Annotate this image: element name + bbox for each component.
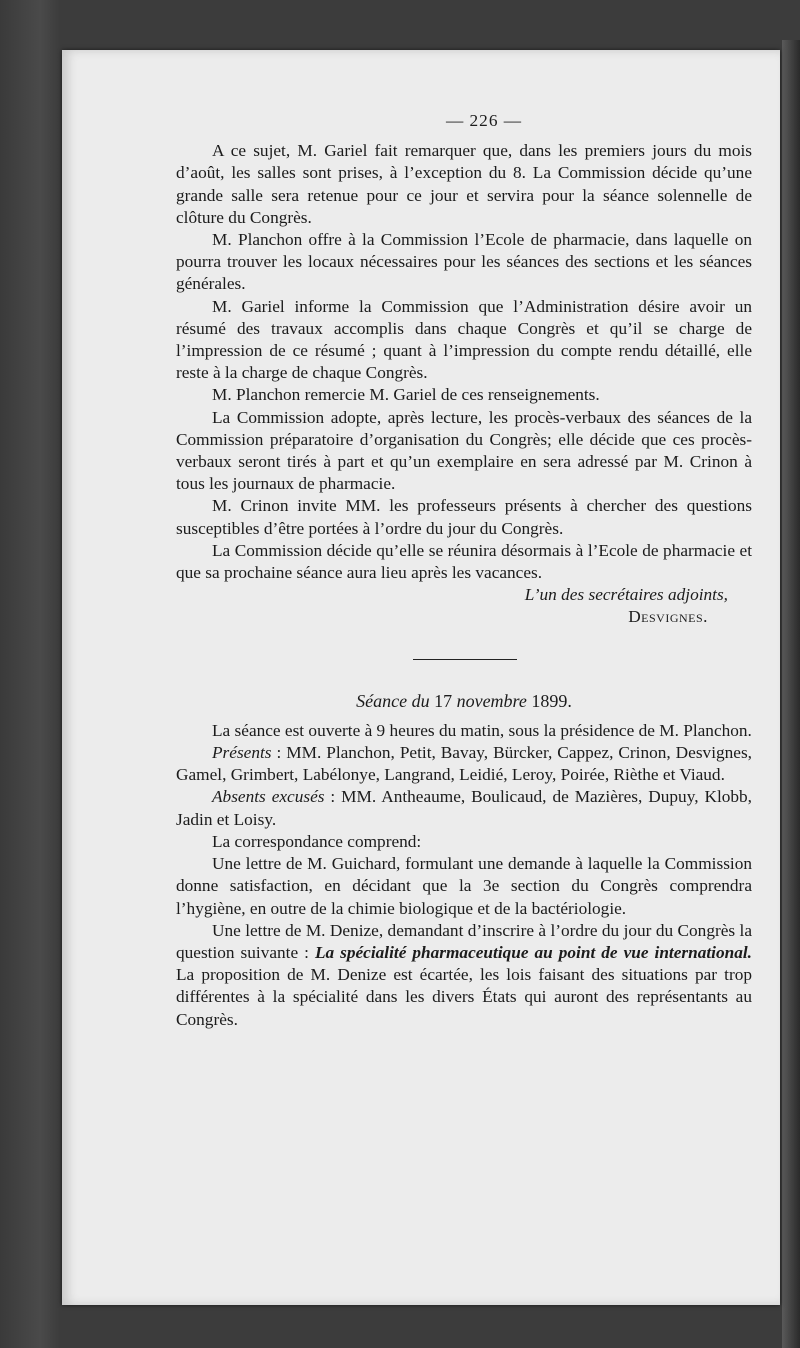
paragraph-presents [176,742,752,786]
paragraph: M. Planchon remercie M. Gariel de ces renseignements. [212,385,600,405]
page-number: — 226 — [445,111,523,130]
denize-question: La spécialité pharmaceutique au point de vue international. [314,942,753,962]
paragraph: M. Gariel informe la Commission que l’Administration désire avoir un résumé des travaux accomplis dans chaque Congrès et qu’il se charge de l’impression de ce résumé ; quant à l’impression du compte rendu détaillé, elle reste à la charge de chaque Congrès. [176,296,752,383]
paragraph-opening: La séance est ouverte à 9 heures du matin, sous la présidence de M. Planchon. [212,720,752,740]
paragraph-absents [176,786,752,830]
book-spine [782,40,800,1348]
paragraph: La Commission adopte, après lecture, les procès-verbaux des séances de la Commission préparatoire d’organisation du Congrès; elle décide que ces procès-verbaux seront tirés à part et qu’un exemplaire en sera adressé par M. Crinon à tous les journaux de pharmacie. [176,407,752,494]
paragraph: M. Planchon offre à la Commission l’Ecole de pharmacie, dans laquelle on pourra trouver les locaux nécessaires pour les séances des sections et les séances générales. [176,230,752,294]
signature-name: Desvignes. [628,607,708,627]
heading-month: novembre [456,690,527,711]
paragraph: A ce sujet, M. Gariel fait remarquer que, dans les premiers jours du mois d’août, les salles sont prises, à l’exception du 8. La Commission décide qu’une grande salle sera retenue pour ce jour et servira pour la séance solennelle de clôture du Congrès. [176,141,752,227]
denize-end: La proposition de M. Denize est écartée, les lois faisant des situations par trop différentes à la spécialité dans les divers États qui auront des représentants au Congrès. [176,965,752,1029]
heading-seance: Séance du [356,690,430,711]
paragraph: La Commission décide qu’elle se réunira désormais à l’Ecole de pharmacie et que sa prochaine séance aura lieu après les vacances. [176,540,752,583]
paragraph-denize [176,920,752,1031]
section-divider [413,659,517,660]
presents-label: Présents [212,743,272,763]
denize-start: Une lettre de M. Denize, demandant d’inscrire à l’ordre du jour du Congrès la question suivante : [176,920,752,962]
paragraph-guichard: Une lettre de M. Guichard, formulant une demande à laquelle la Commission donne satisfaction, en décidant que la 3e section du Congrès comprendra l’hygiène, en outre de la chimie biologique et de la bactériologie. [176,854,752,918]
paragraph: M. Crinon invite MM. les professeurs présents à chercher des questions susceptibles d’être portées à l’ordre du jour du Congrès. [176,496,752,538]
session-heading [176,690,752,712]
heading-day: 17 [434,690,453,711]
paragraph-correspondance: La correspondance comprend: [212,831,422,851]
absents-list: : MM. Antheaume, Boulicaud, de Mazières, Dupuy, Klobb, Jadin et Loisy. [176,787,752,829]
presents-list: : MM. Planchon, Petit, Bavay, Bürcker, Cappez, Crinon, Desvignes, Gamel, Grimbert, Labélonye, Langrand, Leidié, Leroy, Poirée, Rièthe et Viaud. [176,743,752,785]
heading-year: 1899. [531,690,572,711]
page-text [176,110,752,1031]
absents-label: Absents excusés [212,787,325,807]
signature-title: L’un des secrétaires adjoints, [524,585,728,605]
